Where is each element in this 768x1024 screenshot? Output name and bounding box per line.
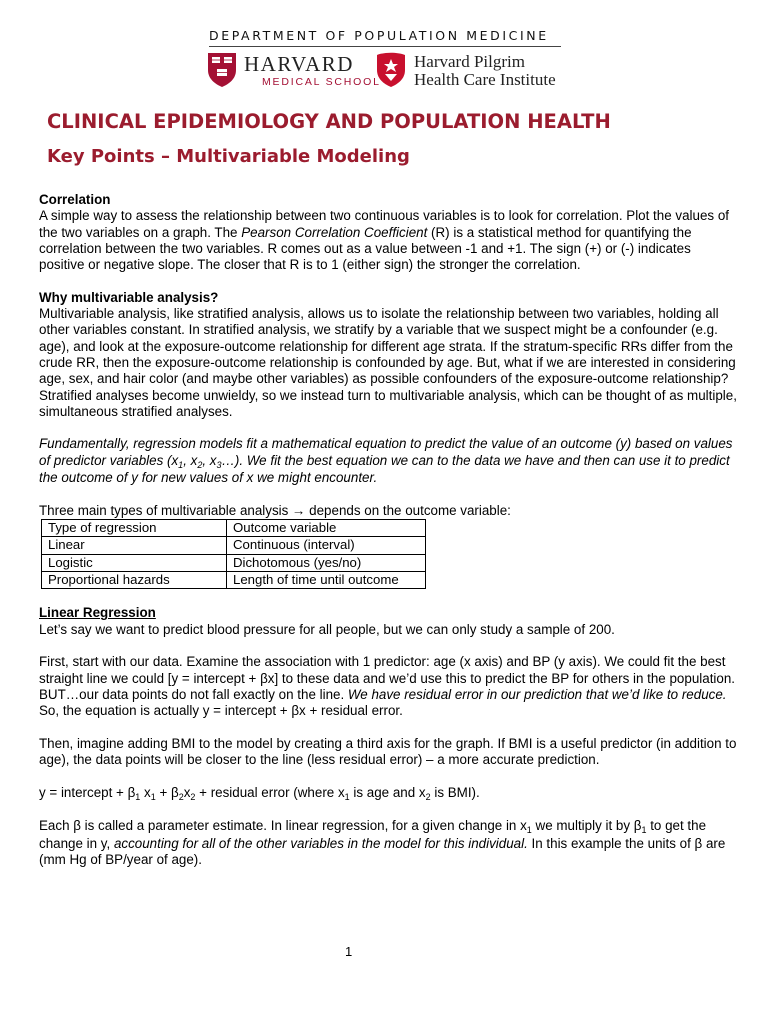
why-multivariable-heading: Why multivariable analysis? (39, 289, 219, 305)
table-cell: Linear (42, 537, 227, 554)
hms-wordmark: HARVARD (244, 52, 354, 76)
header-divider (209, 46, 561, 47)
table-row (42, 554, 426, 571)
correlation-heading: Correlation (39, 192, 111, 207)
harvard-pilgrim-name: Harvard Pilgrim (414, 52, 525, 71)
course-title: CLINICAL EPIDEMIOLOGY AND POPULATION HEALTH (47, 110, 611, 133)
correlation-paragraph: A simple way to assess the relationship between two continuous variables is to look for correlation. Plot the values of the two variables on a graph. The Pearson Correlation Coefficient (R) is a statistical method for quantifying the correlation between the two variables. R comes out as a value between -1 and +1. The sign (+) or (-) indicates positive or negative slope. The closer that R is to 1 (either sign) the stronger the correlation. (39, 208, 729, 273)
document-body (39, 192, 739, 884)
linear-regression-heading: Linear Regression (39, 605, 156, 621)
regression-equation: y = intercept + $\beta_1$ $x_1 + \beta_2x_2$ + residual error (where $x_1$ is age and $x_2$ is BMI). (39, 784, 480, 802)
hms-subtitle: MEDICAL SCHOOL (262, 76, 381, 88)
linear-paragraph-2: First, start with our data. Examine the association with 1 predictor: age (x axis) and BP (y axis). We could fit the best straight line we could [y = intercept + βx] to these data and we’d use this to predict the BP for others in the population. BUT…our data points do not fall exactly on the line. We have residual error in our prediction that we’d like to reduce. So, the equation is actually y = intercept + βx + residual error. (39, 654, 735, 719)
fundamental-paragraph: Fundamentally, regression models fit a mathematical equation to predict the value of an outcome (y) based on values of predictor variables ($x_1$, $x_2$, $x_3\dots$). We fit the best equation we can to the data we have and then can use it to predict the outcome of y for new values of x we might encounter. (39, 436, 733, 486)
linear-paragraph-1: Let’s say we want to predict blood pressure for all people, but we can only study a sample of 200. (39, 621, 615, 637)
regression-types-table (41, 519, 426, 589)
table-cell: Continuous (interval) (227, 537, 426, 554)
regression-types-intro: Three main types of multivariable analysis → depends on the outcome variable: (39, 502, 511, 518)
table-cell: Dichotomous (yes/no) (227, 554, 426, 571)
harvard-pilgrim-logo (376, 52, 406, 88)
page-number: 1 (345, 944, 353, 959)
table-row (42, 537, 426, 554)
parameter-estimate-paragraph: Each β is called a parameter estimate. In linear regression, for a given change in $x_1$ we multiply it by $\beta_1$ to get the change in y, accounting for all of the other variables in the model for this individual. In this example the units of β are (mm Hg of BP/year of age). (39, 818, 726, 867)
table-header-cell: Type of regression (42, 519, 227, 536)
why-multivariable-paragraph: Multivariable analysis, like stratified analysis, allows us to isolate the relationship between two variables, holding all other variables constant. In stratified analysis, we stratify by a variable that we suspect might be a confounder (e.g. age), and look at the exposure-outcome relationship for different age strata. If the stratum-specific RRs differ from the crude RR, then the exposure-outcome relationship is confounded by age. But, what if we are interested in considering age, sex, and hair color (and maybe other variables) as possible confounders of the exposure-outcome relationship? Stratified analyses become unwieldy, so we instead turn to multivariable analysis, which can be thought of as multiple, simultaneous stratified analyses. (39, 306, 737, 419)
linear-paragraph-3: Then, imagine adding BMI to the model by creating a third axis for the graph. If BMI is a useful predictor (in addition to age), the data points will be closer to the line (less residual error) – a more accurate prediction. (39, 735, 737, 768)
table-cell: Proportional hazards (42, 571, 227, 588)
harvard-shield-logo (207, 52, 237, 88)
table-header-row (42, 519, 426, 536)
table-row (42, 571, 426, 588)
table-cell: Logistic (42, 554, 227, 571)
document-subtitle: Key Points – Multivariable Modeling (47, 146, 410, 167)
page-header (0, 0, 768, 100)
table-header-cell: Outcome variable (227, 519, 426, 536)
harvard-pilgrim-subtitle: Health Care Institute (414, 70, 556, 89)
table-cell: Length of time until outcome (227, 571, 426, 588)
department-name: DEPARTMENT OF POPULATION MEDICINE (209, 28, 549, 43)
